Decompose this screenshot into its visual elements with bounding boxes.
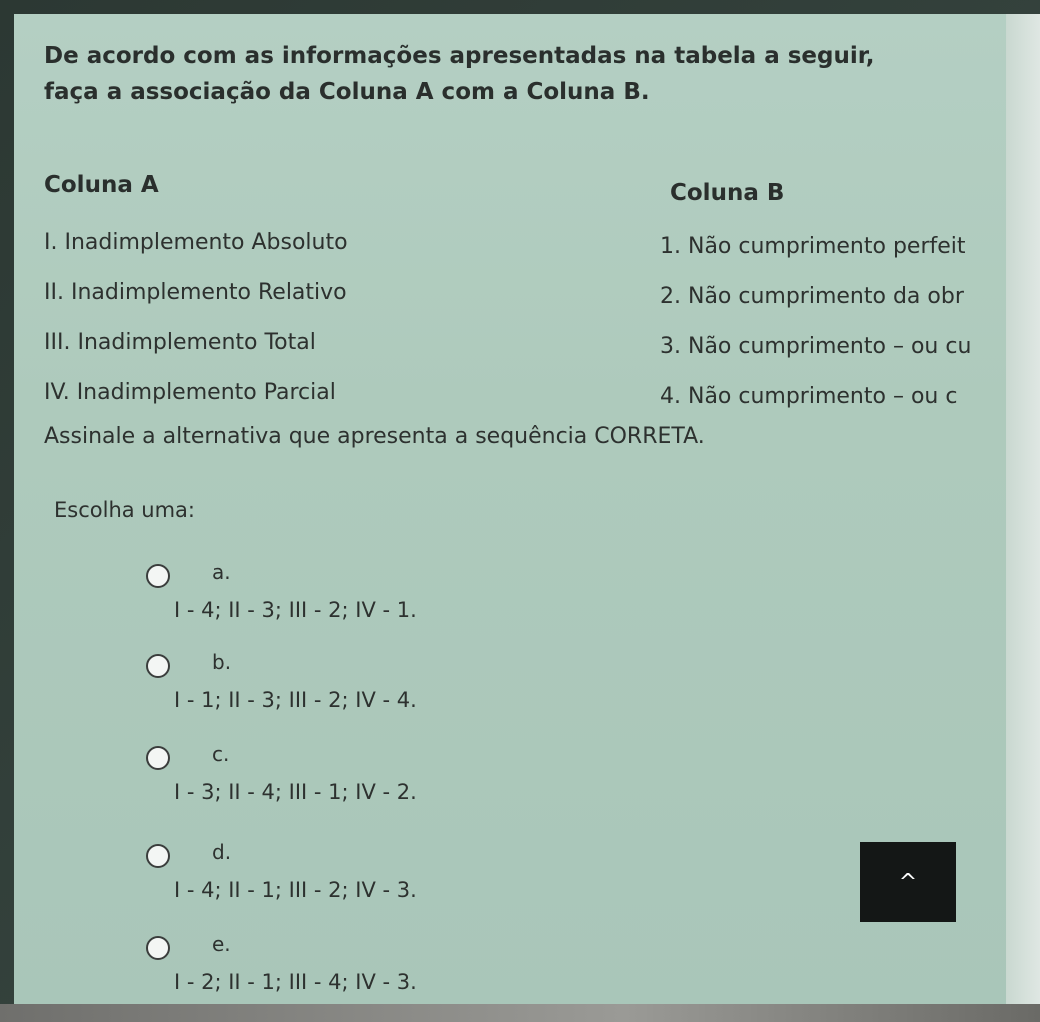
- column-b-item-4: 4. Não cumprimento – ou c: [660, 384, 958, 409]
- option-e[interactable]: [146, 932, 646, 1002]
- option-letter: b.: [212, 650, 232, 674]
- choose-label: Escolha uma:: [54, 498, 196, 522]
- option-text[interactable]: I - 4; II - 1; III - 2; IV - 3.: [174, 878, 417, 902]
- option-text[interactable]: I - 1; II - 3; III - 2; IV - 4.: [174, 688, 417, 712]
- option-b[interactable]: [146, 650, 646, 720]
- radio-button-a[interactable]: [146, 564, 170, 588]
- option-c[interactable]: [146, 742, 646, 812]
- radio-button-e[interactable]: [146, 936, 170, 960]
- instruction-text: Assinale a alternativa que apresenta a sequência CORRETA.: [44, 424, 705, 449]
- column-a-item-3: III. Inadimplemento Total: [44, 330, 316, 355]
- right-edge: [1006, 14, 1040, 1022]
- column-b-item-2: 2. Não cumprimento da obr: [660, 284, 964, 309]
- option-letter: a.: [212, 560, 231, 584]
- option-d[interactable]: [146, 840, 646, 910]
- option-text[interactable]: I - 2; II - 1; III - 4; IV - 3.: [174, 970, 417, 994]
- column-a-header: Coluna A: [44, 172, 159, 198]
- option-text[interactable]: I - 4; II - 3; III - 2; IV - 1.: [174, 598, 417, 622]
- question-line-1: De acordo com as informações apresentadas na tabela a seguir,: [44, 43, 875, 69]
- column-a-item-1: I. Inadimplemento Absoluto: [44, 230, 348, 255]
- option-letter: c.: [212, 742, 230, 766]
- scroll-to-top-button[interactable]: [860, 842, 956, 922]
- option-letter: d.: [212, 840, 232, 864]
- column-a-item-4: IV. Inadimplemento Parcial: [44, 380, 336, 405]
- question-text: [44, 38, 1004, 110]
- radio-button-b[interactable]: [146, 654, 170, 678]
- option-a[interactable]: [146, 560, 646, 630]
- column-b-header: Coluna B: [670, 180, 785, 206]
- chevron-up-icon: ^: [898, 869, 918, 895]
- column-a-item-2: II. Inadimplemento Relativo: [44, 280, 347, 305]
- option-letter: e.: [212, 932, 231, 956]
- column-b-item-1: 1. Não cumprimento perfeit: [660, 234, 966, 259]
- radio-button-d[interactable]: [146, 844, 170, 868]
- option-text[interactable]: I - 3; II - 4; III - 1; IV - 2.: [174, 780, 417, 804]
- bottom-bar: [0, 1004, 1040, 1022]
- radio-button-c[interactable]: [146, 746, 170, 770]
- question-line-2: faça a associação da Coluna A com a Coluna B.: [44, 79, 650, 105]
- column-b-item-3: 3. Não cumprimento – ou cu: [660, 334, 972, 359]
